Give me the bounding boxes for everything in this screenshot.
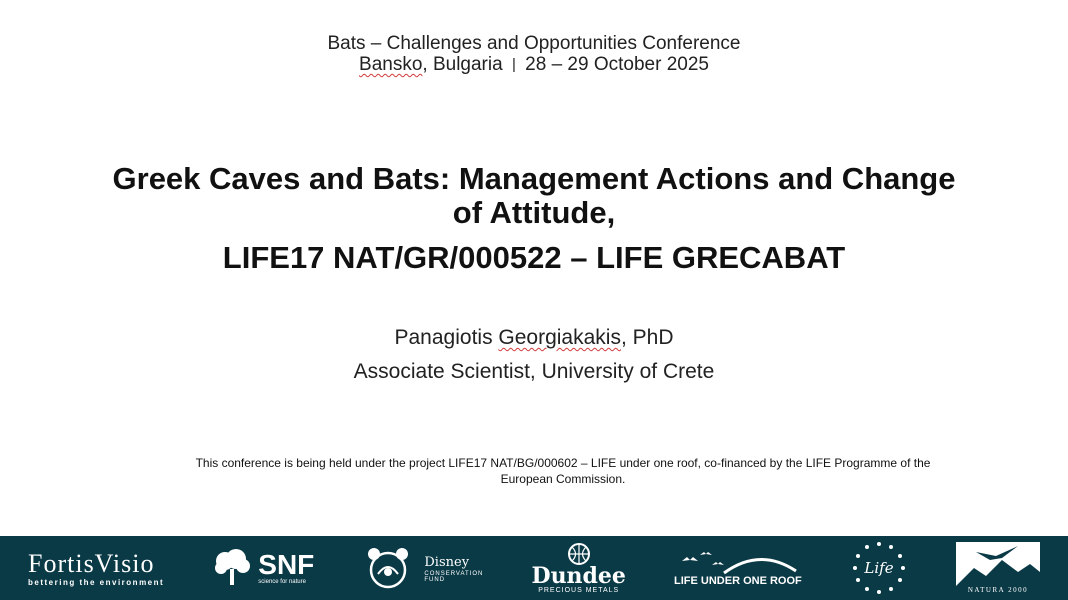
conference-location-dates	[0, 54, 1068, 76]
author-name	[0, 321, 1068, 355]
fortisvisio-name: FortisVisio	[28, 548, 155, 578]
author-last-name: Georgiakakis	[498, 326, 621, 349]
project-code: LIFE17 NAT/GR/000522 – LIFE GRECABAT	[222, 240, 846, 275]
fortisvisio-logo	[28, 550, 164, 587]
author-first-name: Panagiotis	[394, 326, 499, 349]
funding-note	[140, 455, 986, 487]
natura-text: NATURA 2000	[967, 586, 1029, 594]
conference-name: Bats – Challenges and Opportunities Conference	[327, 33, 741, 54]
globe-icon	[564, 543, 594, 565]
natura-bird-icon	[956, 542, 1040, 586]
title-line-2: of Attitude,	[452, 195, 616, 230]
location-country: , Bulgaria	[422, 54, 503, 75]
separator: |	[511, 56, 516, 73]
life-programme-logo	[850, 539, 908, 597]
tree-icon	[212, 549, 252, 587]
dundee-logo	[531, 543, 625, 594]
snf-name: SNF	[258, 548, 315, 580]
author-role: Associate Scientist, University of Crete	[353, 360, 715, 383]
title-line-1: Greek Caves and Bats: Management Actions and Change	[112, 161, 956, 196]
conference-header	[0, 33, 1068, 76]
snf-tagline: science for nature	[258, 578, 306, 585]
author-block	[0, 321, 1068, 389]
disney-name: Disney	[424, 555, 470, 570]
life-under-one-roof-logo	[674, 549, 802, 587]
disney-sub-conservation: CONSERVATION	[424, 571, 484, 577]
fortisvisio-tagline: bettering the environment	[28, 577, 165, 587]
sponsor-footer	[0, 536, 1068, 600]
natura-2000-logo	[956, 542, 1040, 594]
conference-dates: 28 – 29 October 2025	[525, 54, 709, 75]
eu-stars-icon	[850, 539, 908, 597]
disney-sub-fund: FUND	[424, 577, 446, 583]
dundee-name: Dundee	[531, 562, 626, 589]
funding-note-line-1: This conference is being held under the project LIFE17 NAT/BG/000602 – LIFE under one roof, co-financed by the LIFE Programme of the	[195, 456, 931, 470]
presentation-title	[60, 162, 1008, 230]
life-logo-text: Life	[864, 559, 894, 577]
author-suffix: , PhD	[620, 326, 674, 349]
roof-bats-icon	[678, 549, 798, 575]
location-city: Bansko	[359, 54, 423, 75]
snf-logo	[212, 549, 314, 587]
life-under-one-roof-text: LIFE UNDER ONE ROOF	[674, 575, 802, 587]
disney-conservation-logo	[362, 546, 483, 590]
disney-emblem-icon	[362, 546, 418, 590]
funding-note-line-2: European Commission.	[500, 472, 626, 486]
dundee-tagline: PRECIOUS METALS	[538, 586, 620, 594]
